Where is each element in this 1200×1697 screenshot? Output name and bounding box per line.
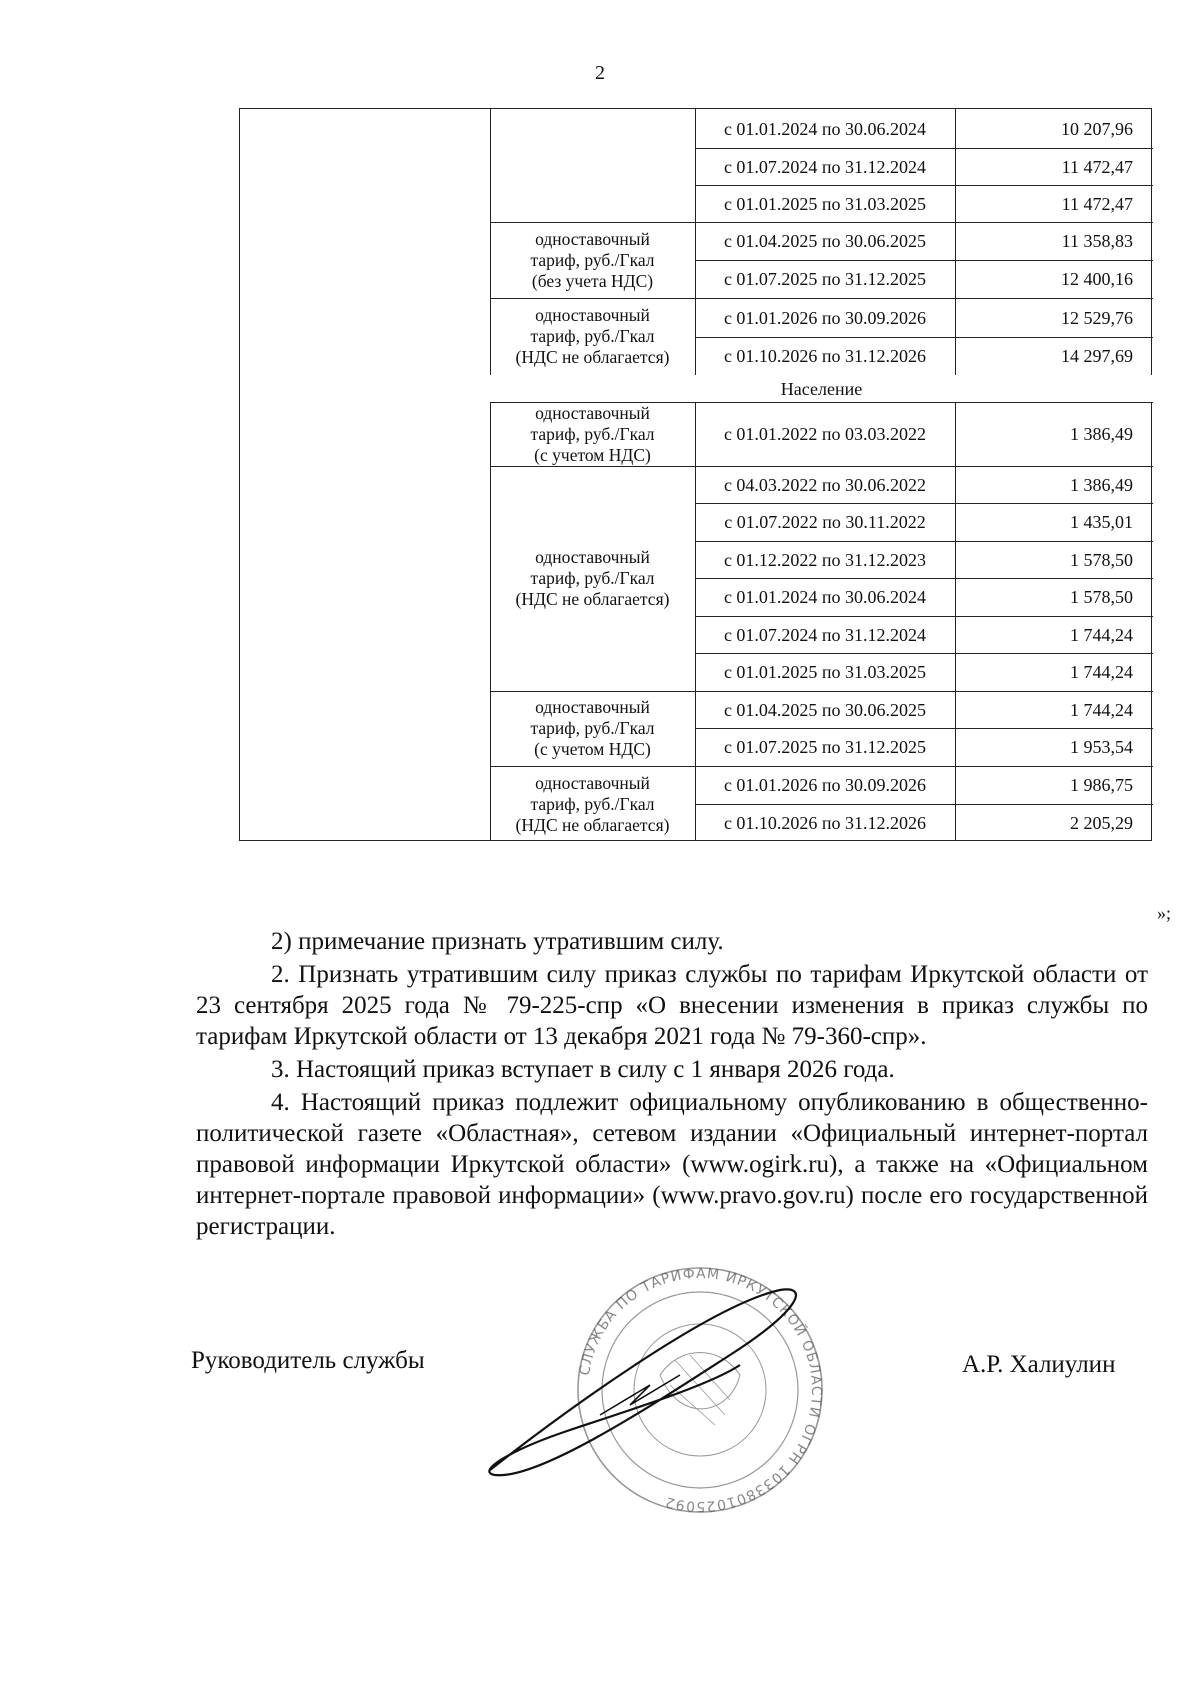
row-divider (695, 466, 1153, 467)
tariff-period-cell: с 01.04.2025 по 30.06.2025 (723, 231, 927, 251)
paragraph-2: 2. Признать утратившим силу приказ службы по тарифам Иркутской области от 23 сентября 2025 года № 79-225-спр «О внесении изменения в приказ службы по тарифам Иркутской области от 13 декабря 2021 года № 79-360-спр». (196, 961, 1148, 1050)
tariff-period-cell: с 01.01.2026 по 30.09.2026 (723, 775, 927, 795)
paragraph-3: 3. Настоящий приказ вступает в силу с 1 января 2026 года. (271, 1056, 895, 1083)
tariff-period-cell: с 01.01.2024 по 30.06.2024 (723, 118, 927, 139)
tariff-value-cell: 12 400,16 (1061, 269, 1133, 289)
paragraph-4: 4. Настоящий приказ подлежит официальному опубликованию в общественно-политической газете «Областная», сетевом издании «Официальный интернет-портал правовой информации Иркутской области» (www.ogirk.ru), а также на «Официальном интернет-портале правовой информации» (www.pravo.gov.ru) после его государственной регистрации. (196, 1089, 1148, 1240)
tariff-value-cell: 1 953,54 (1070, 737, 1133, 757)
official-seal-icon (480, 1265, 860, 1515)
tariff-type-line: тариф, руб./Гкал (530, 718, 655, 738)
tariff-type-line: (без учета НДС) (531, 270, 654, 291)
tariff-value-cell: 1 435,01 (1070, 512, 1133, 532)
tariff-type-line: одноставочный (535, 697, 650, 717)
tariff-type-cell (490, 298, 695, 375)
row-divider (695, 503, 1153, 504)
tariff-value-cell: 1 744,24 (1070, 699, 1133, 720)
row-divider (695, 804, 1153, 805)
page-number: 2 (595, 62, 605, 84)
tariff-value-cell: 11 472,47 (1061, 156, 1133, 177)
tariff-period-cell: с 01.12.2022 по 31.12.2023 (723, 549, 927, 570)
row-divider (695, 728, 1153, 729)
tariff-type-line: (НДС не облагается) (515, 347, 670, 367)
tariff-type-cell (490, 691, 695, 766)
tariff-period-cell: с 01.10.2026 по 31.12.2026 (723, 346, 927, 366)
closing-mark: »; (1157, 903, 1172, 923)
tariff-type-line: одноставочный (535, 228, 650, 249)
row-divider (695, 766, 1153, 767)
tariff-period-cell: с 01.01.2026 по 30.09.2026 (723, 307, 927, 328)
tariff-value-cell: 2 205,29 (1070, 813, 1133, 833)
tariff-period-cell: с 01.01.2025 по 31.03.2025 (723, 193, 927, 214)
tariff-value-cell: 10 207,96 (1061, 118, 1133, 139)
tariff-type-cell (490, 466, 695, 691)
tariff-type-cell (490, 766, 695, 842)
tariff-value-cell: 1 986,75 (1070, 775, 1133, 795)
tariff-value-cell: 12 529,76 (1061, 307, 1133, 328)
tariff-value-cell: 14 297,69 (1061, 346, 1133, 366)
paragraph-1: 2) примечание признать утратившим силу. (271, 928, 724, 955)
row-divider (695, 222, 1153, 223)
tariff-period-cell: с 04.03.2022 по 30.06.2022 (723, 474, 927, 495)
tariff-period-cell: с 01.04.2025 по 30.06.2025 (723, 699, 927, 720)
tariff-value-cell: 11 472,47 (1061, 193, 1133, 214)
tariff-type-line: одноставочный (535, 402, 650, 423)
row-divider (695, 298, 1153, 299)
row-divider (695, 148, 1153, 149)
document-body (196, 926, 1148, 1242)
tariff-period-cell: с 01.07.2024 по 31.12.2024 (723, 156, 927, 177)
signature-name: А.Р. Халиулин (962, 1351, 1116, 1378)
tariff-type-line: (НДС не облагается) (515, 589, 670, 609)
section-header-population: Население (490, 375, 1153, 402)
row-divider (695, 616, 1153, 617)
tariff-type-line: (НДС не облагается) (515, 814, 670, 835)
row-divider (695, 691, 1153, 692)
tariff-value-cell: 1 386,49 (1070, 424, 1133, 444)
tariff-type-line: (с учетом НДС) (534, 739, 651, 759)
signature-position: Руководитель службы (191, 1347, 425, 1374)
tariff-period-cell: с 01.07.2022 по 30.11.2022 (724, 512, 926, 532)
row-divider (695, 541, 1153, 542)
tariff-table (239, 108, 1152, 841)
tariff-type-line: (с учетом НДС) (534, 444, 651, 465)
row-divider (695, 185, 1153, 186)
seal-text: СЛУЖБА ПО ТАРИФАМ ИРКУТСКОЙ ОБЛАСТИ ОГРН 1033801025092 (576, 1265, 825, 1515)
tariff-value-cell: 1 744,24 (1070, 624, 1133, 645)
tariff-period-cell: с 01.01.2022 по 03.03.2022 (723, 424, 927, 444)
tariff-period-cell: с 01.01.2025 по 31.03.2025 (723, 662, 927, 682)
tariff-value-cell: 1 386,49 (1070, 474, 1133, 495)
tariff-type-line: одноставочный (535, 772, 650, 793)
tariff-value-cell: 1 578,50 (1070, 549, 1133, 570)
tariff-value-cell: 11 358,83 (1061, 231, 1133, 251)
tariff-type-cell (490, 402, 695, 466)
tariff-type-line: тариф, руб./Гкал (530, 423, 655, 444)
row-divider (695, 337, 1153, 338)
tariff-period-cell: с 01.01.2024 по 30.06.2024 (723, 587, 927, 607)
tariff-type-line: тариф, руб./Гкал (530, 568, 655, 588)
tariff-period-cell: с 01.07.2025 по 31.12.2025 (723, 269, 927, 289)
handwritten-signature (489, 1289, 796, 1475)
tariff-period-cell: с 01.07.2025 по 31.12.2025 (723, 737, 927, 757)
tariff-type-line: тариф, руб./Гкал (530, 326, 655, 346)
tariff-value-cell: 1 578,50 (1070, 587, 1133, 607)
tariff-type-line: одноставочный (535, 547, 650, 567)
tariff-type-line: тариф, руб./Гкал (530, 249, 655, 270)
tariff-type-line: тариф, руб./Гкал (530, 793, 655, 814)
tariff-period-cell: с 01.07.2024 по 31.12.2024 (723, 624, 927, 645)
tariff-type-line: одноставочный (535, 305, 650, 325)
tariff-value-cell: 1 744,24 (1070, 662, 1133, 682)
row-divider (695, 260, 1153, 261)
row-divider (695, 653, 1153, 654)
tariff-type-cell (490, 222, 695, 298)
row-divider (695, 578, 1153, 579)
tariff-period-cell: с 01.10.2026 по 31.12.2026 (723, 813, 927, 833)
